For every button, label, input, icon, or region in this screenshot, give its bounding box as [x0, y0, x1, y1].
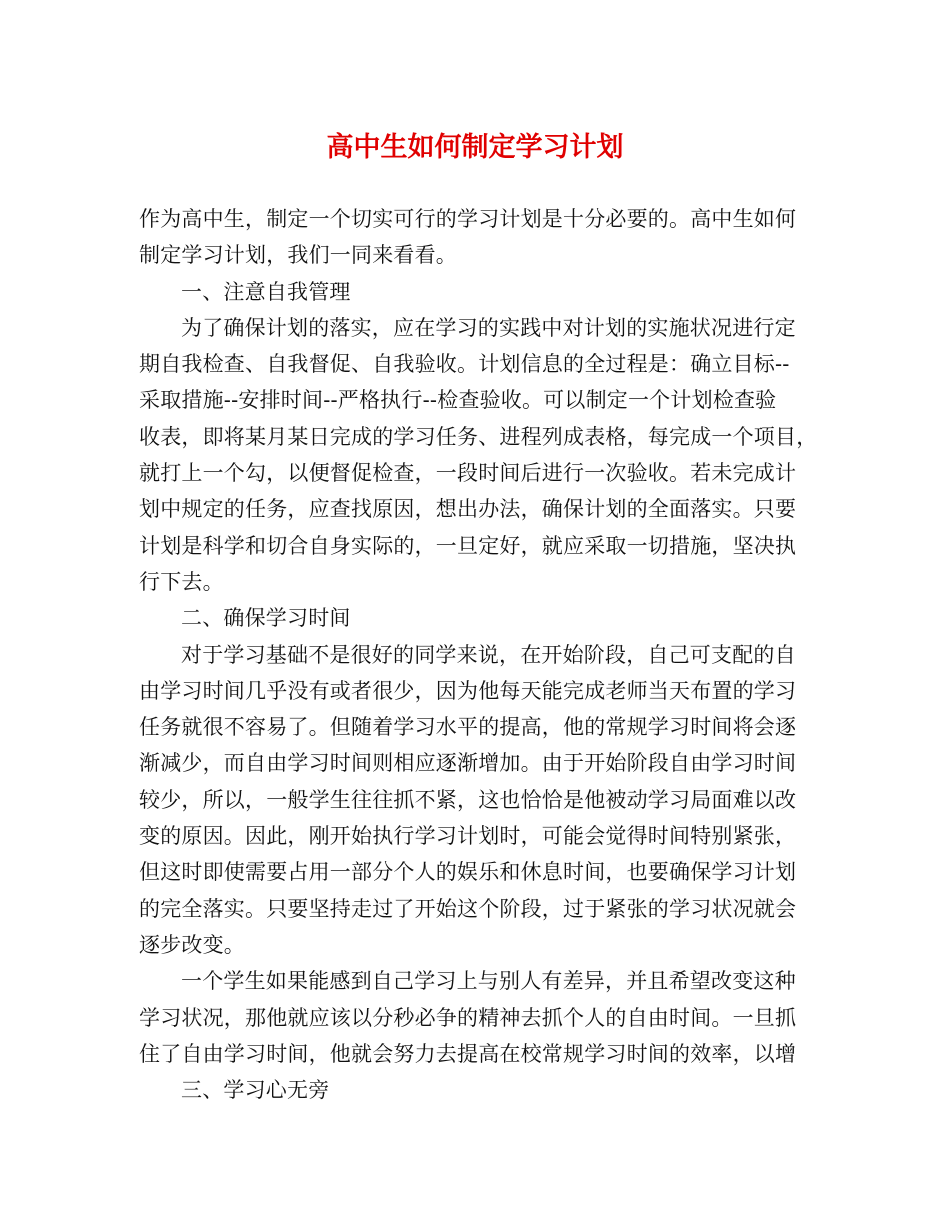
document-body	[139, 201, 829, 1108]
text-line: 逐步改变。	[139, 932, 245, 957]
text-line: 三、学习心无旁	[181, 1078, 330, 1103]
text-line: 但这时即使需要占用一部分个人的娱乐和休息时间，也要确保学习计划	[139, 860, 797, 885]
text-line: 一、注意自我管理	[181, 279, 351, 304]
text-line: 渐减少，而自由学习时间则相应逐渐增加。由于开始阶段自由学习时间	[139, 751, 797, 776]
text-line: 为了确保计划的落实，应在学习的实践中对计划的实施状况进行定	[181, 315, 796, 340]
text-line: 较少，所以，一般学生往往抓不紧，这也恰恰是他被动学习局面难以改	[139, 787, 797, 812]
text-line: 由学习时间几乎没有或者很少，因为他每天能完成老师当天布置的学习	[139, 678, 797, 703]
text-line: 作为高中生，制定一个切实可行的学习计划是十分必要的。高中生如何	[139, 207, 797, 231]
text-line: 行下去。	[139, 569, 224, 594]
text-line: 对于学习基础不是很好的同学来说，在开始阶段，自己可支配的自	[181, 642, 796, 667]
text-line: 就打上一个勾，以便督促检查，一段时间后进行一次验收。若未完成计	[139, 461, 797, 486]
text-line: 划中规定的任务，应查找原因，想出办法，确保计划的全面落实。只要	[139, 497, 797, 522]
text-line: 变的原因。因此，刚开始执行学习计划时，可能会觉得时间特别紧张，	[139, 824, 797, 849]
text-line: 计划是科学和切合自身实际的，一旦定好，就应采取一切措施，坚决执	[139, 533, 797, 558]
text-line: 学习状况，那他就应该以分秒必争的精神去抓个人的自由时间。一旦抓	[139, 1005, 797, 1030]
text-line: 期自我检查、自我督促、自我验收。计划信息的全过程是：确立目标--	[139, 352, 790, 377]
text-line: 的完全落实。只要坚持走过了开始这个阶段，过于紧张的学习状况就会	[139, 896, 797, 921]
text-line: 二、确保学习时间	[181, 606, 351, 631]
text-line: 制定学习计划，我们一同来看看。	[139, 243, 457, 268]
text-line: 住了自由学习时间，他就会努力去提高在校常规学习时间的效率，以增	[139, 1041, 797, 1066]
text-line: 一个学生如果能感到自己学习上与别人有差异，并且希望改变这种	[181, 969, 796, 994]
text-line: 采取措施--安排时间--严格执行--检查验收。可以制定一个计划检查验	[139, 388, 777, 413]
document-title: 高中生如何制定学习计划	[326, 132, 624, 163]
text-line: 收表，即将某月某日完成的学习任务、进程列成表格，每完成一个项目，	[139, 424, 818, 449]
text-line: 任务就很不容易了。但随着学习水平的提高，他的常规学习时间将会逐	[139, 715, 797, 740]
